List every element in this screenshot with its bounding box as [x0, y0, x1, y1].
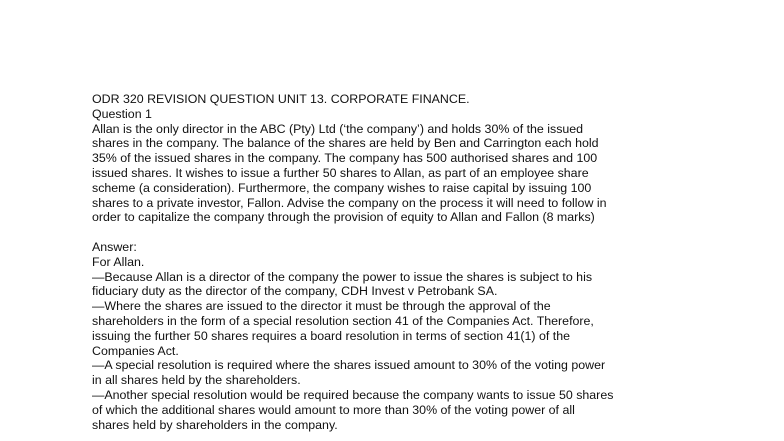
document-heading: ODR 320 REVISION QUESTION UNIT 13. CORPORATE FINANCE. — [92, 92, 470, 106]
question-label: Question 1 — [92, 106, 152, 121]
document-body — [92, 92, 692, 432]
answer-line: Companies Act. — [92, 343, 179, 358]
question-line: order to capitalize the company through the provision of equity to Allan and Fallon (8 marks) — [92, 210, 595, 225]
answer-line: —A special resolution is required where the shares issued amount to 30% of the voting power — [92, 358, 606, 373]
answer-line: —Where the shares are issued to the director it must be through the approval of the — [92, 299, 551, 314]
question-line: shares to a private investor, Fallon. Advise the company on the process it will need to follow in — [92, 195, 607, 210]
answer-line: in all shares held by the shareholders. — [92, 373, 301, 388]
answer-line: issuing the further 50 shares requires a board resolution in terms of section 41(1) of the — [92, 328, 570, 343]
answer-line: fiduciary duty as the director of the company, CDH Invest v Petrobank SA. — [92, 284, 498, 299]
answer-line: of which the additional shares would amount to more than 30% of the voting power of all — [92, 402, 575, 417]
question-line: scheme (a consideration). Furthermore, the company wishes to raise capital by issuing 100 — [92, 180, 592, 195]
question-line: Allan is the only director in the ABC (Pty) Ltd (‘the company’) and holds 30% of the issued — [92, 121, 584, 136]
answer-subheading: For Allan. — [92, 254, 145, 269]
question-line: shares in the company. The balance of the shares are held by Ben and Carrington each hold — [92, 136, 599, 151]
answer-line: —Another special resolution would be required because the company wants to issue 50 shares — [92, 387, 614, 402]
answer-line: —Because Allan is a director of the company the power to issue the shares is subject to his — [92, 269, 593, 284]
answer-label: Answer: — [92, 239, 137, 254]
answer-line: shareholders in the form of a special resolution section 41 of the Companies Act. Therefore, — [92, 313, 594, 328]
question-line: issued shares. It wishes to issue a further 50 shares to Allan, as part of an employee share — [92, 165, 589, 180]
paragraph-spacer — [92, 225, 692, 240]
answer-line: shares held by shareholders in the company. — [92, 417, 338, 432]
question-line: 35% of the issued shares in the company. The company has 500 authorised shares and 100 — [92, 151, 598, 166]
